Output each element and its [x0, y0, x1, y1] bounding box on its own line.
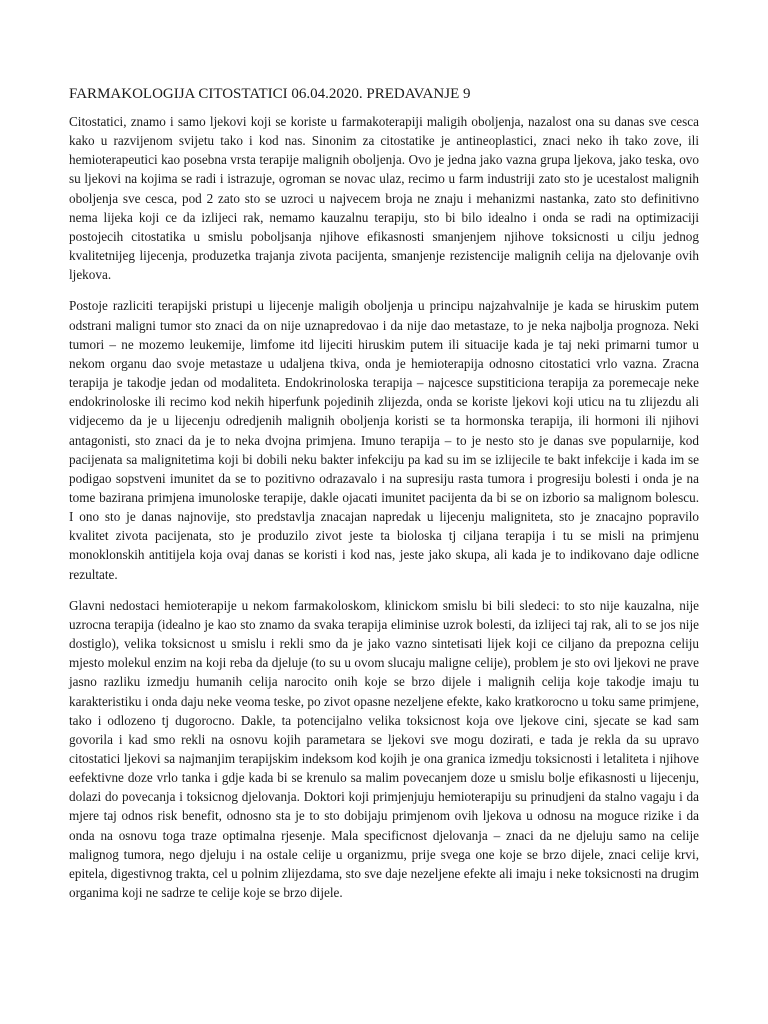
paragraph-2: Postoje razliciti terapijski pristupi u lijecenje maligih oboljenja u principu najzahvalnije je kada se hiruskim putem odstrani maligni tumor sto znaci da on nije uznapredovao i da nije dao metastaze, to je neka najbolja prognoza. Neki tumori – ne mozemo leukemije, limfome itd lijeciti hiruskim putem ili situacije kada je taj neki primarni tumor u nekom organu dao svoje metastaze u udaljena tkiva, onda je hemioterapija odnosno citostatici vrlo vazna. Zracna terapija je takodje jedan od modaliteta. Endokrinoloska terapija – najcesce supstiticiona terapija za poremecaje neke endokrinoloske ili recimo kod nekih hiperfunk pojedinih zlijezda, onda se koriste ljekovi koji uticu na tu zlijezdu ali vidjecemo da je u lijecenju odredjenih malignih oboljenja koristi se ta hormonska terapija, ili hormoni ili njihovi antagonisti, sto znaci da je to neka dvojna primjena. Imuno terapija – to je nesto sto je danas sve popularnije, kod pacijenata sa malignitetima koji bi dobili neku bakter infekciju pa kad su im se izlijecile te bakt infekcije i kada im se podigao sopstveni imunitet da se to pozitivno odrazavalo i na supresiju rasta tumora i progresiju bolesti i onda je na tome bazirana primjena imunoloske terapije, dakle ojacati imunitet pacijenta da bi se on izborio sa malignom bolescu. I ono sto je danas najnovije, sto predstavlja znacajan napredak u lijecenju maligniteta, sto je znacajno popravilo kvalitet zivota pacijenata, sto je produzilo zivot jeste ta bioloska tj ciljana terapija i tu se misli na primjenu monoklonskih antitijela koja ovaj danas se koristi i kod nas, jeste jako skupa, ali kada je to indikovano daje odlicne rezultate.: [69, 298, 699, 582]
paragraph-1: Citostatici, znamo i samo ljekovi koji se koriste u farmakoterapiji maligih oboljenja, nazalost ona su danas sve cesca kako u razvijenom svijetu tako i kod nas. Sinonim za citostatike je antineoplastici, znaci neko ih tako zove, ili hemioterapeutici kao posebna vrsta terapije malignih oboljenja. Ovo je jedna jako vazna grupa ljekova, jako teska, ovo su ljekovi na kojima se radi i istrazuje, ogroman se novac ulaz, recimo u farm industriji zato sto je ucestalost malignih oboljenja sve cesca, pod 2 zato sto se uzroci u najvecem broja ne znaju i mehanizmi nastanka, zato sto definitivno nema lijeka koji ce da izlijeci rak, nemamo kauzalnu terapiju, sto bi bilo idealno i onda se radi na optimizaciji postojecih citostatika u smislu poboljsanja njihove efikasnosti smanjenjem njihove toksicnosti u cilju jednog kvalitetnijeg lijecenja, produzetka trajanja zivota pacijenta, smanjenje rezistencije malignih celija na djelovanje ovih ljekova.: [69, 114, 699, 283]
document-title: FARMAKOLOGIJA CITOSTATICI 06.04.2020. PREDAVANJE 9: [69, 86, 471, 102]
paragraph-3: Glavni nedostaci hemioterapije u nekom farmakoloskom, klinickom smislu bi bili sledeci: to sto nije kauzalna, nije uzrocna terapija (idealno je kao sto znamo da svaka terapija eliminise uzrok bolesti, da izlijeci taj rak, ali to se jos nije dostiglo), velika toksicnost u smislu i rekli smo da je jako vazno sintetisati lijek koji ce ciljano da prepozna celiju mjesto molekul enzim na koji reba da djeluje (to su u ovom slucaju maligne celije), problem je sto ovi ljekovi ne prave jasno razliku izmedju humanih celija narocito onih koje se brzo dijele i malignih celija koje takodje imaju tu karakteristiku i onda daju neke veoma teske, po zivot opasne nezeljene efekte, kako kratkorocno u toku same primjene, tako i odlozeno tj dugorocno. Dakle, ta potencijalno velika toksicnost koja ove ljekove cini, sjecate se kad sam govorila i kad smo rekli na osnovu kojih parametara se ljekovi sve mogu dozirati, e tada je rekla da su upravo citostatici ljekovi sa najmanjim terapijskim indeksom kod kojih je ona granica izmedju toksicnosti i letaliteta i njihove eefektivne doze vrlo tanka i gdje kada bi se krenulo sa malim povecanjem doze u smislu bolje efikasnosti u lijecenju, dolazi do povecanja i toksicnog djelovanja. Doktori koji primjenjuju hemioterapiju su prinudjeni da stalno vagaju i da mjere taj odnos risk benefit, odnosno sta je to sto dobijaju primjenom ovih ljekova u odnosu na moguce rizike i da onda na osnovu toga traze optimalna rjesenje. Mala specificnost djelovanja – znaci da ne djeluju samo na celije malignog tumora, nego djeluju i na ostale celije u organizmu, prije svega one koje se brzo dijele, znaci celije krvi, epitela, digestivnog trakta, cel u polnim zlijezdama, sto sve daje nezeljene efekte ali imaju i neke toksicnosti na drugim organima koji ne sadrze te celije koje se brzo dijele.: [69, 597, 699, 901]
document-page: [69, 84, 699, 902]
